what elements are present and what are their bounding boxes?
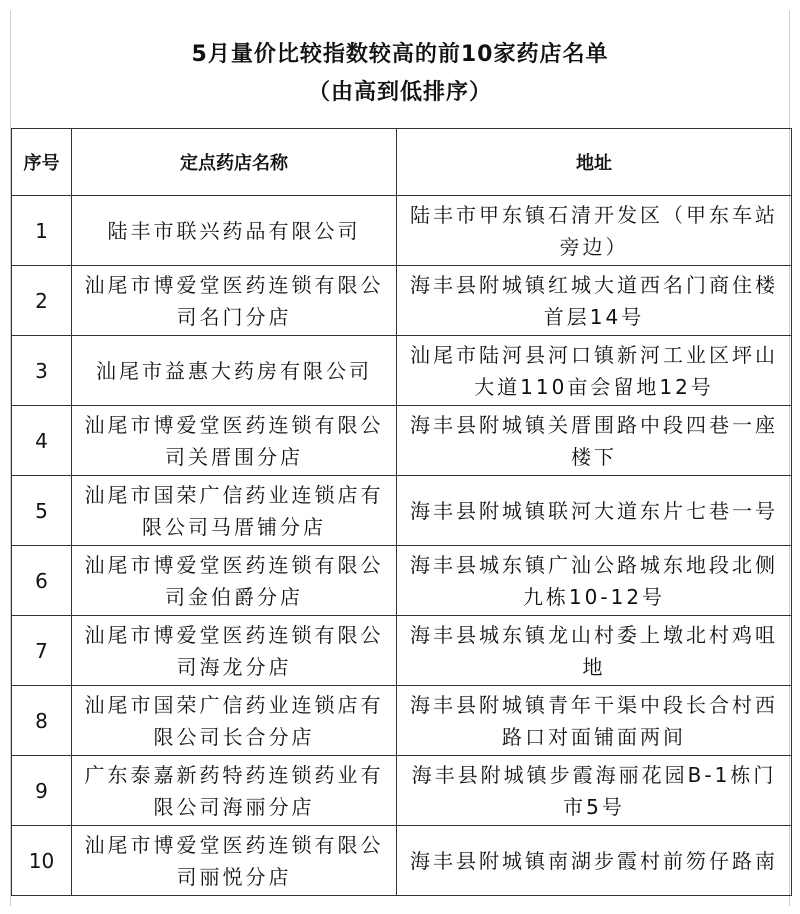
row-name: 汕尾市国荣广信药业连锁店有限公司马厝铺分店 (72, 476, 397, 546)
row-name: 陆丰市联兴药品有限公司 (72, 196, 397, 266)
title-block (11, 10, 789, 128)
header-address: 地址 (397, 129, 792, 196)
row-address: 汕尾市陆河县河口镇新河工业区坪山大道110亩会留地12号 (397, 336, 792, 406)
table-row (12, 406, 792, 476)
row-seq: 2 (12, 266, 72, 336)
row-address: 海丰县附城镇南湖步霞村前笏仔路南 (397, 826, 792, 896)
row-address: 海丰县附城镇青年干渠中段长合村西路口对面铺面两间 (397, 686, 792, 756)
row-seq: 10 (12, 826, 72, 896)
row-name: 广东泰嘉新药特药连锁药业有限公司海丽分店 (72, 756, 397, 826)
table-row (12, 616, 792, 686)
row-name: 汕尾市博爱堂医药连锁有限公司丽悦分店 (72, 826, 397, 896)
row-seq: 1 (12, 196, 72, 266)
row-seq: 9 (12, 756, 72, 826)
table-row (12, 546, 792, 616)
row-name: 汕尾市博爱堂医药连锁有限公司海龙分店 (72, 616, 397, 686)
header-name: 定点药店名称 (72, 129, 397, 196)
row-seq: 7 (12, 616, 72, 686)
row-address: 海丰县附城镇步霞海丽花园B-1栋门市5号 (397, 756, 792, 826)
row-name: 汕尾市博爱堂医药连锁有限公司名门分店 (72, 266, 397, 336)
row-address: 海丰县城东镇龙山村委上墩北村鸡咀地 (397, 616, 792, 686)
row-name: 汕尾市益惠大药房有限公司 (72, 336, 397, 406)
row-seq: 5 (12, 476, 72, 546)
table-row (12, 266, 792, 336)
row-address: 海丰县附城镇关厝围路中段四巷一座楼下 (397, 406, 792, 476)
row-name: 汕尾市国荣广信药业连锁店有限公司长合分店 (72, 686, 397, 756)
row-name: 汕尾市博爱堂医药连锁有限公司金伯爵分店 (72, 546, 397, 616)
table-row (12, 196, 792, 266)
document-subtitle: （由高到低排序） (307, 80, 492, 105)
row-seq: 4 (12, 406, 72, 476)
header-seq: 序号 (12, 129, 72, 196)
row-seq: 8 (12, 686, 72, 756)
table-header-row (12, 129, 792, 196)
table-row (12, 826, 792, 896)
row-seq: 6 (12, 546, 72, 616)
row-name: 汕尾市博爱堂医药连锁有限公司关厝围分店 (72, 406, 397, 476)
pharmacy-table (11, 128, 792, 896)
document-sheet (10, 10, 790, 906)
row-address: 海丰县附城镇联河大道东片七巷一号 (397, 476, 792, 546)
row-seq: 3 (12, 336, 72, 406)
table-row (12, 476, 792, 546)
row-address: 陆丰市甲东镇石清开发区（甲东车站旁边） (397, 196, 792, 266)
table-row (12, 756, 792, 826)
row-address: 海丰县城东镇广汕公路城东地段北侧九栋10-12号 (397, 546, 792, 616)
table-row (12, 336, 792, 406)
row-address: 海丰县附城镇红城大道西名门商住楼首层14号 (397, 266, 792, 336)
document-title: 5月量价比较指数较高的前10家药店名单 (191, 42, 609, 67)
table-row (12, 686, 792, 756)
